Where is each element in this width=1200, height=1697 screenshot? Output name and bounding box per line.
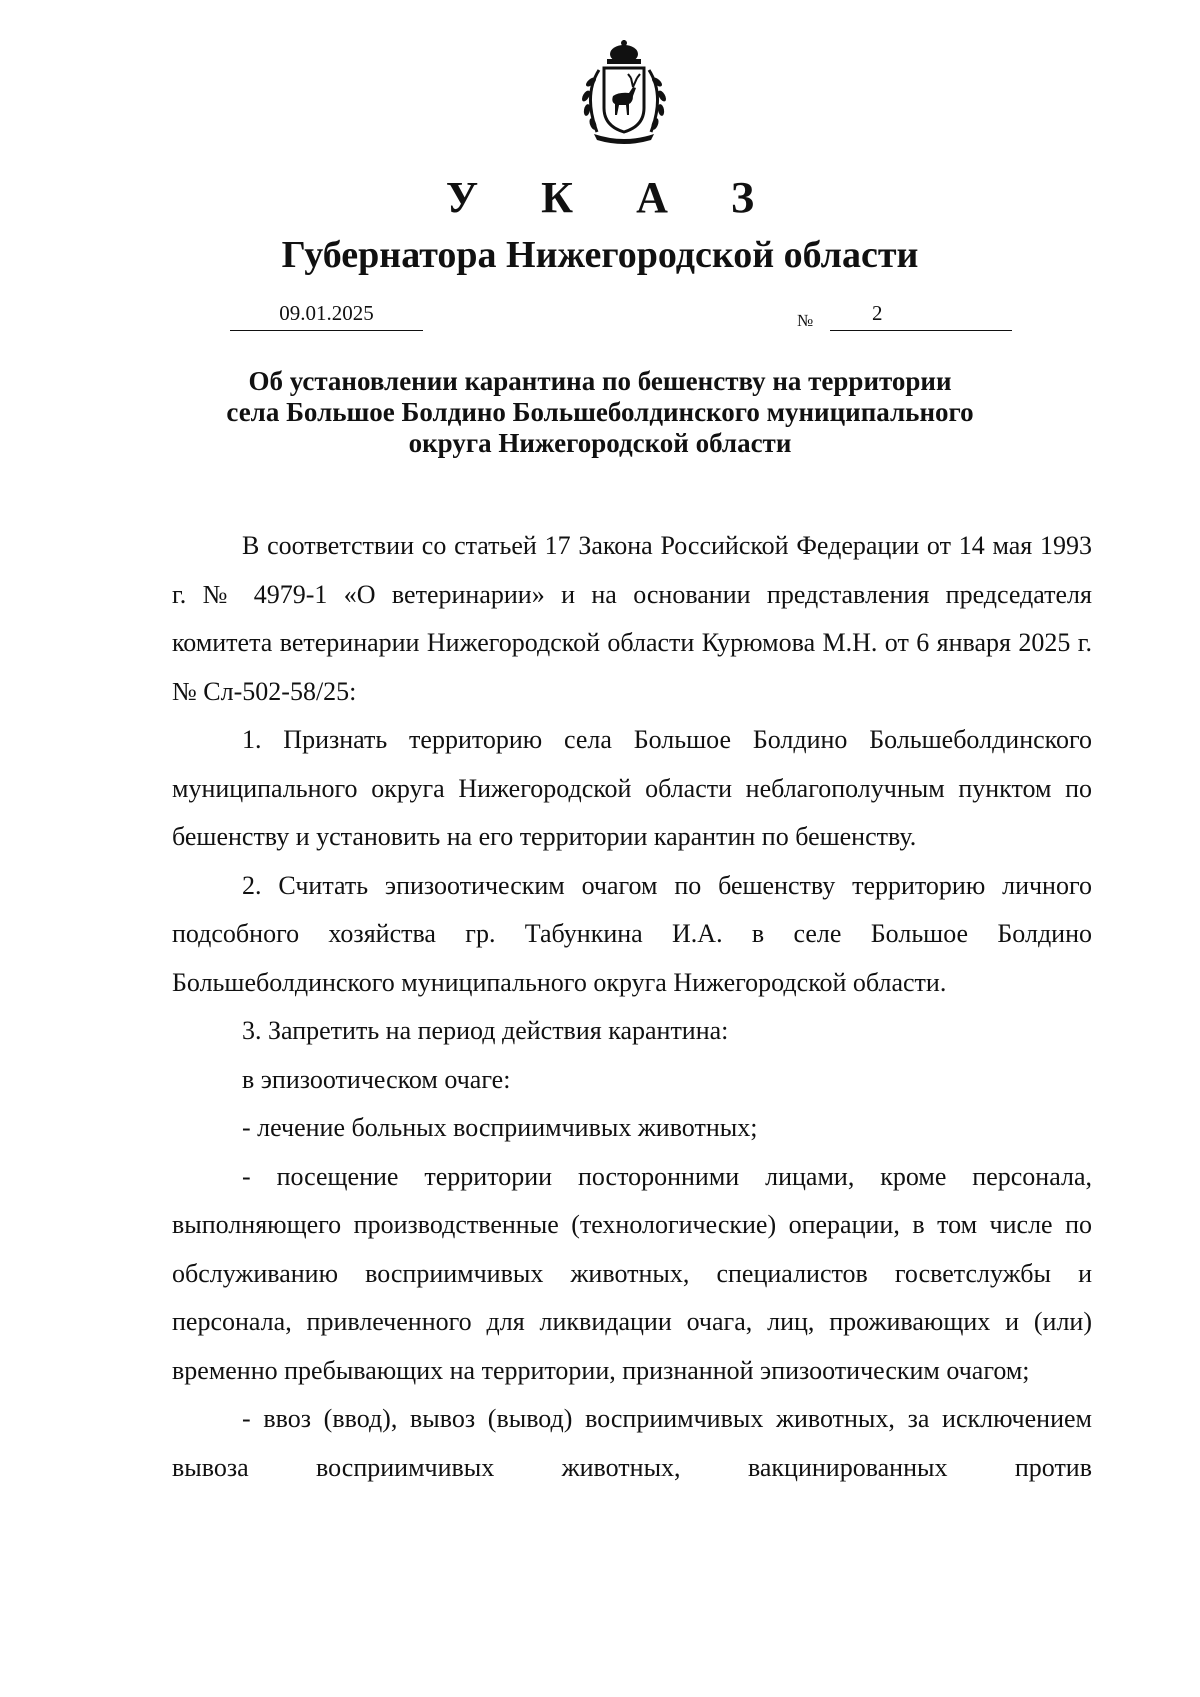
subject-line: округа Нижегородской области (408, 428, 792, 458)
issuing-authority: Губернатора Нижегородской области (281, 234, 919, 276)
document-title: У К А З (445, 173, 781, 222)
document-number-field (830, 300, 1012, 331)
nizhny-novgorod-coat-of-arms-icon (569, 40, 679, 145)
body-paragraph: - ввоз (ввод), вывоз (вывод) восприимчивых животных, за исключением вывоза восприимчивых животных, вакцинированных против (172, 1404, 1092, 1482)
document-date: 09.01.2025 (230, 300, 423, 331)
body-paragraph: В соответствии со статьей 17 Закона Российской Федерации от 14 мая 1993 г. № 4979-1 «О ветеринарии» и на основании представления председателя комитета ветеринарии Нижегородской области Курюмова М.Н. от 6 января 2025 г. № Сл-502-58/25: (172, 531, 1092, 706)
body-paragraph: в эпизоотическом очаге: (242, 1064, 511, 1094)
body-paragraph: 3. Запретить на период действия карантина: (242, 1016, 729, 1045)
document-body (172, 522, 1092, 1492)
subject-line: Об установлении карантина по бешенству на территории (248, 366, 952, 396)
subject-line: села Большое Болдино Большеболдинского муниципального (226, 397, 974, 427)
body-paragraph: 1. Признать территорию села Большое Болдино Большеболдинского муниципального округа Нижегородской области неблагополучным пунктом по бешенству и установить на его территории карантин по бешенству. (172, 725, 1092, 851)
body-paragraph: 2. Считать эпизоотическим очагом по бешенству территорию личного подсобного хозяйства гр. Табункина И.А. в селе Большое Болдино Большеболдинского муниципального округа Нижегородской области. (172, 870, 1092, 997)
body-paragraph: - лечение больных восприимчивых животных; (242, 1113, 758, 1142)
body-paragraph: - посещение территории посторонними лицами, кроме персонала, выполняющего производственные (технологические) операции, в том числе по обслуживанию восприимчивых животных, специалистов госветслужбы и персонала, привлеченного для ликвидации очага, лиц, проживающих и (или) временно пребывающих на территории, признанной эпизоотическим очагом; (172, 1161, 1092, 1385)
number-sign-label: № (797, 311, 814, 330)
document-number: 2 (872, 301, 883, 325)
document-subject (0, 366, 1200, 459)
